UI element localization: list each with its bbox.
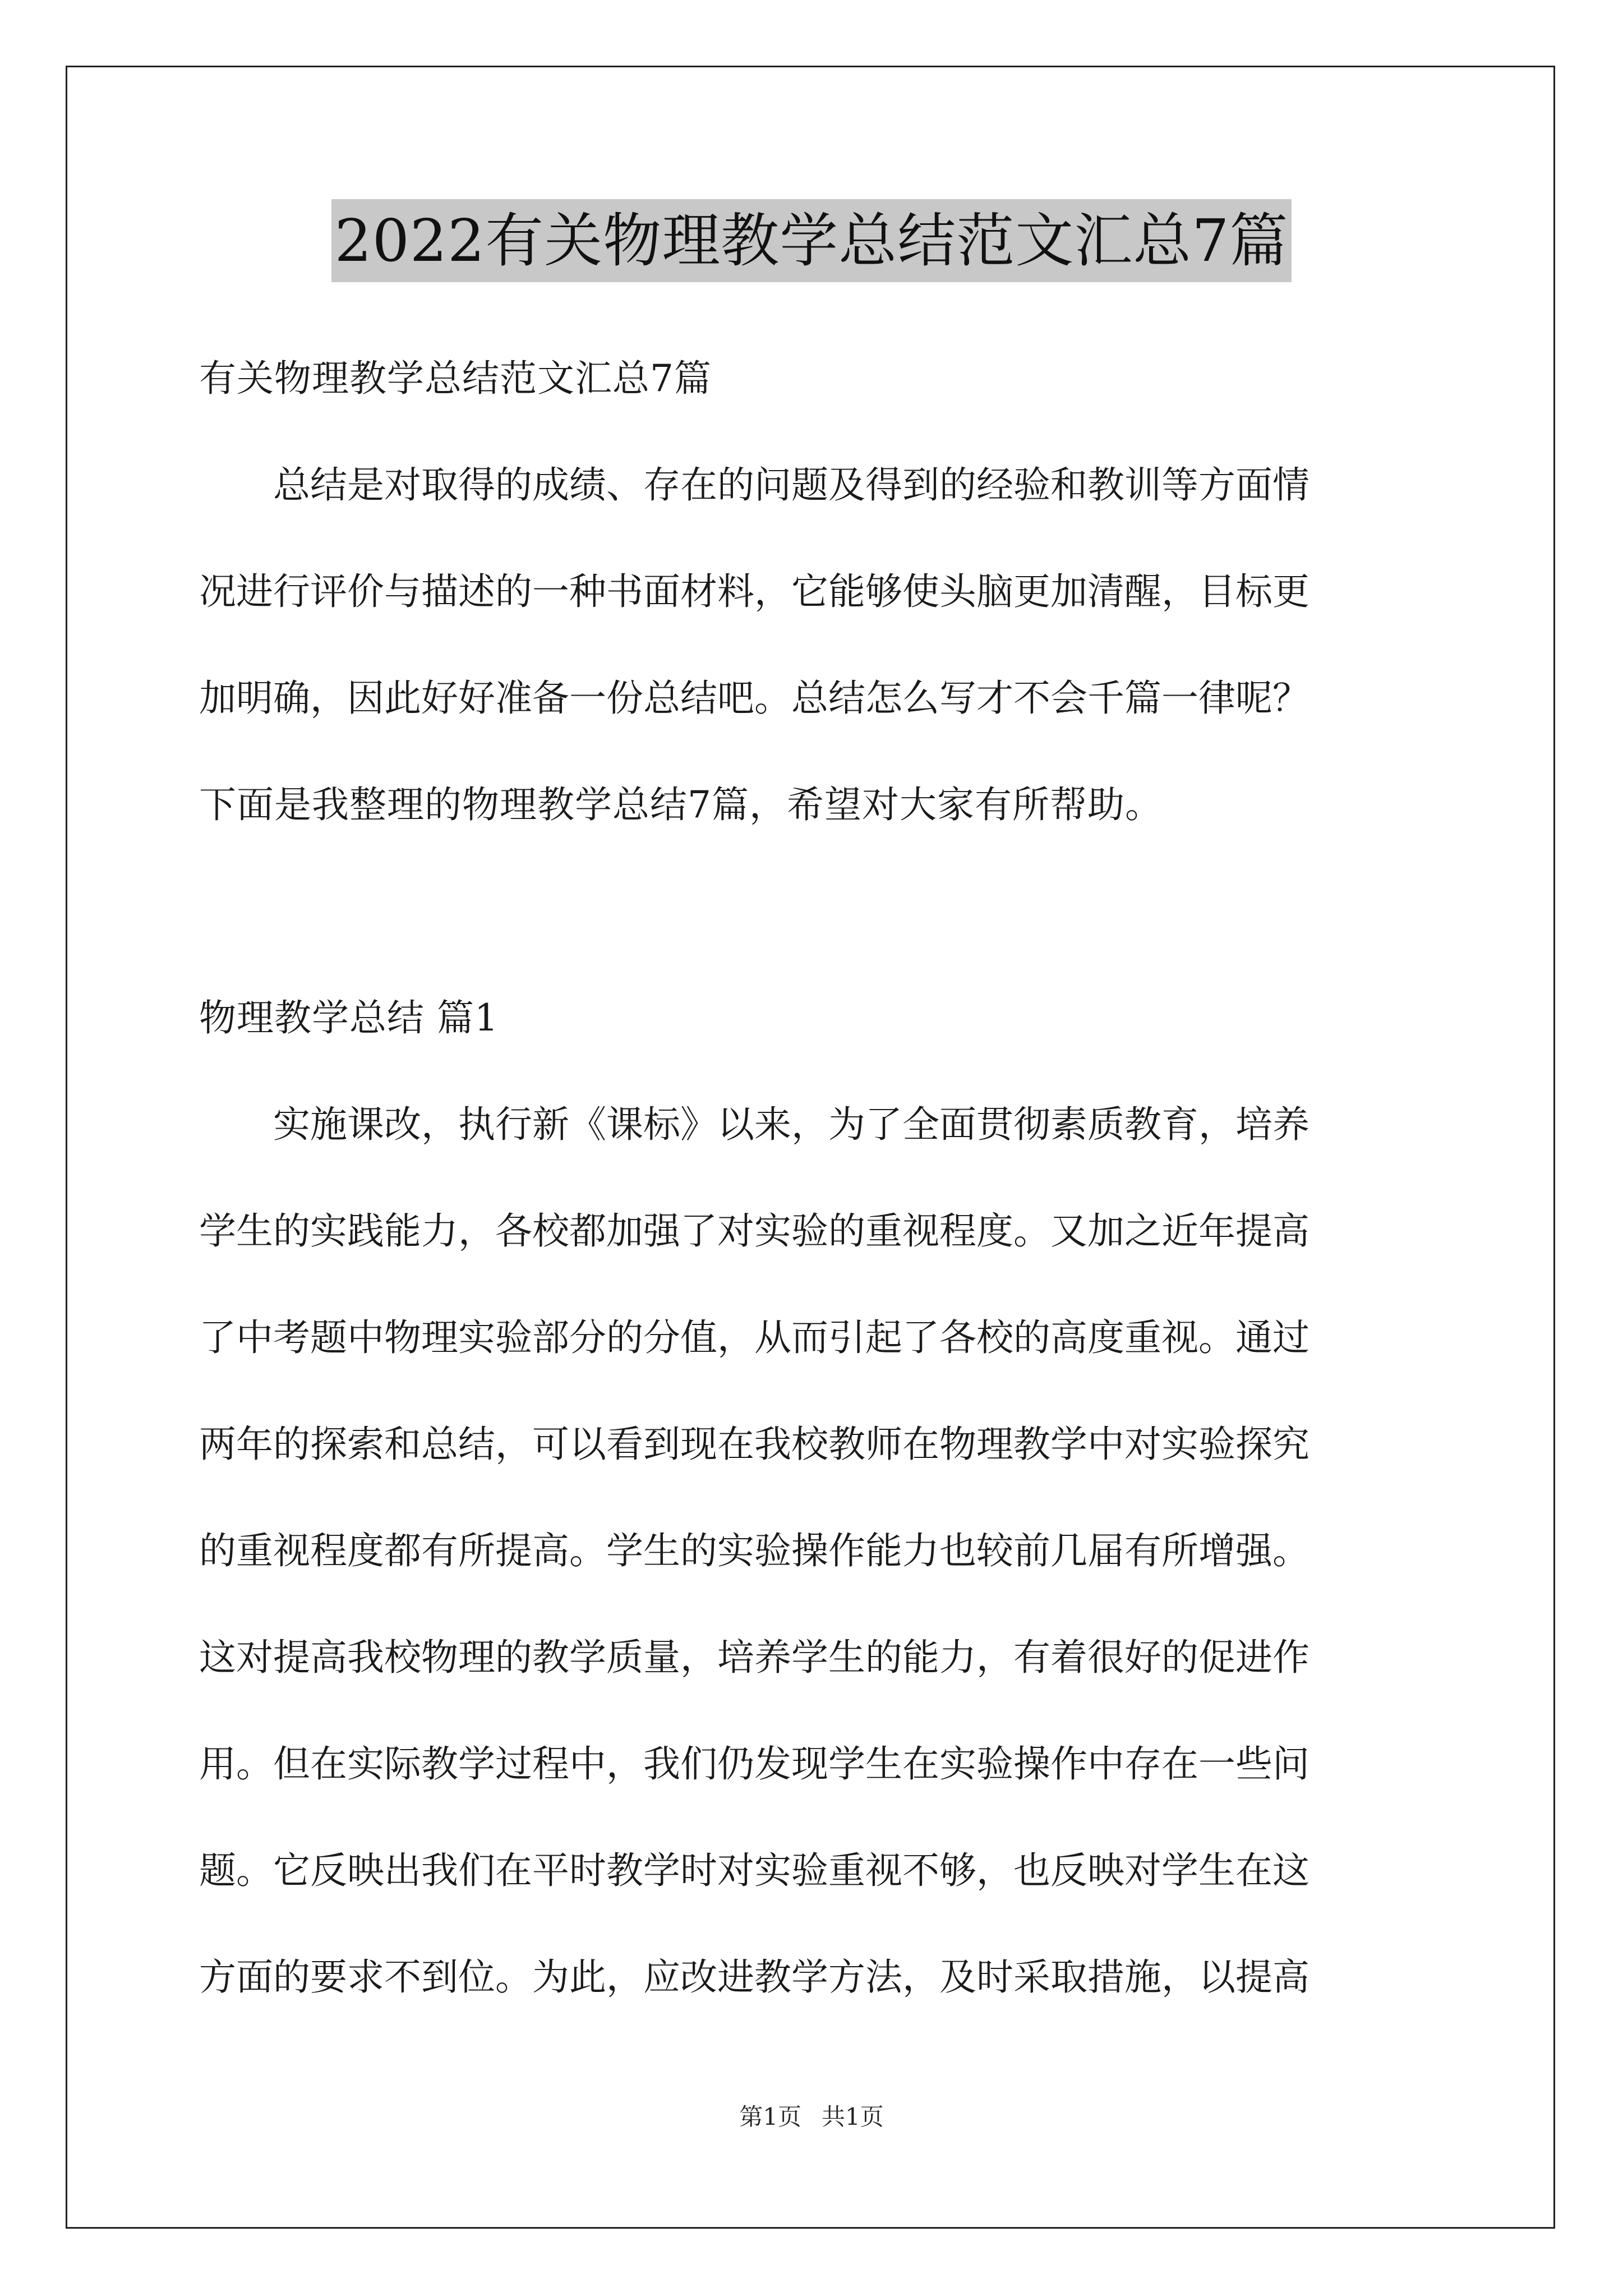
section-line-7: 用。但在实际教学过程中，我们仍发现学生在实验操作中存在一些问	[199, 1742, 1310, 1786]
document-title: 2022有关物理教学总结范文汇总7篇	[331, 199, 1292, 282]
page-footer	[0, 2101, 1623, 2133]
section-heading: 物理教学总结 篇1	[199, 996, 499, 1039]
page-total: 共1页	[822, 2103, 884, 2131]
section-line-4: 两年的探索和总结，可以看到现在我校教师在物理教学中对实验探究	[199, 1423, 1310, 1466]
section-line-3: 了中考题中物理实验部分的分值，从而引起了各校的高度重视。通过	[199, 1316, 1310, 1359]
section-line-1: 实施课改，执行新《课标》以来，为了全面贯彻素质教育，培养	[199, 1103, 1310, 1146]
intro-line-4: 下面是我整理的物理教学总结7篇，希望对大家有所帮助。	[199, 783, 1163, 826]
section-line-8: 题。它反映出我们在平时教学时对实验重视不够，也反映对学生在这	[199, 1849, 1310, 1892]
page-number: 第1页	[739, 2103, 801, 2131]
title-container	[0, 199, 1623, 282]
section-line-2: 学生的实践能力，各校都加强了对实验的重视程度。又加之近年提高	[199, 1209, 1310, 1253]
section-line-6: 这对提高我校物理的教学质量，培养学生的能力，有着很好的促进作	[199, 1636, 1310, 1679]
document-subtitle: 有关物理教学总结范文汇总7篇	[199, 357, 712, 400]
intro-line-2: 况进行评价与描述的一种书面材料，它能够使头脑更加清醒，目标更	[199, 570, 1310, 613]
section-line-5: 的重视程度都有所提高。学生的实验操作能力也较前几届有所增强。	[199, 1529, 1310, 1572]
intro-line-1: 总结是对取得的成绩、存在的问题及得到的经验和教训等方面情	[199, 463, 1310, 507]
section-line-9: 方面的要求不到位。为此，应改进教学方法，及时采取措施，以提高	[199, 1955, 1310, 1999]
intro-line-3: 加明确，因此好好准备一份总结吧。总结怎么写才不会千篇一律呢？	[199, 677, 1310, 720]
